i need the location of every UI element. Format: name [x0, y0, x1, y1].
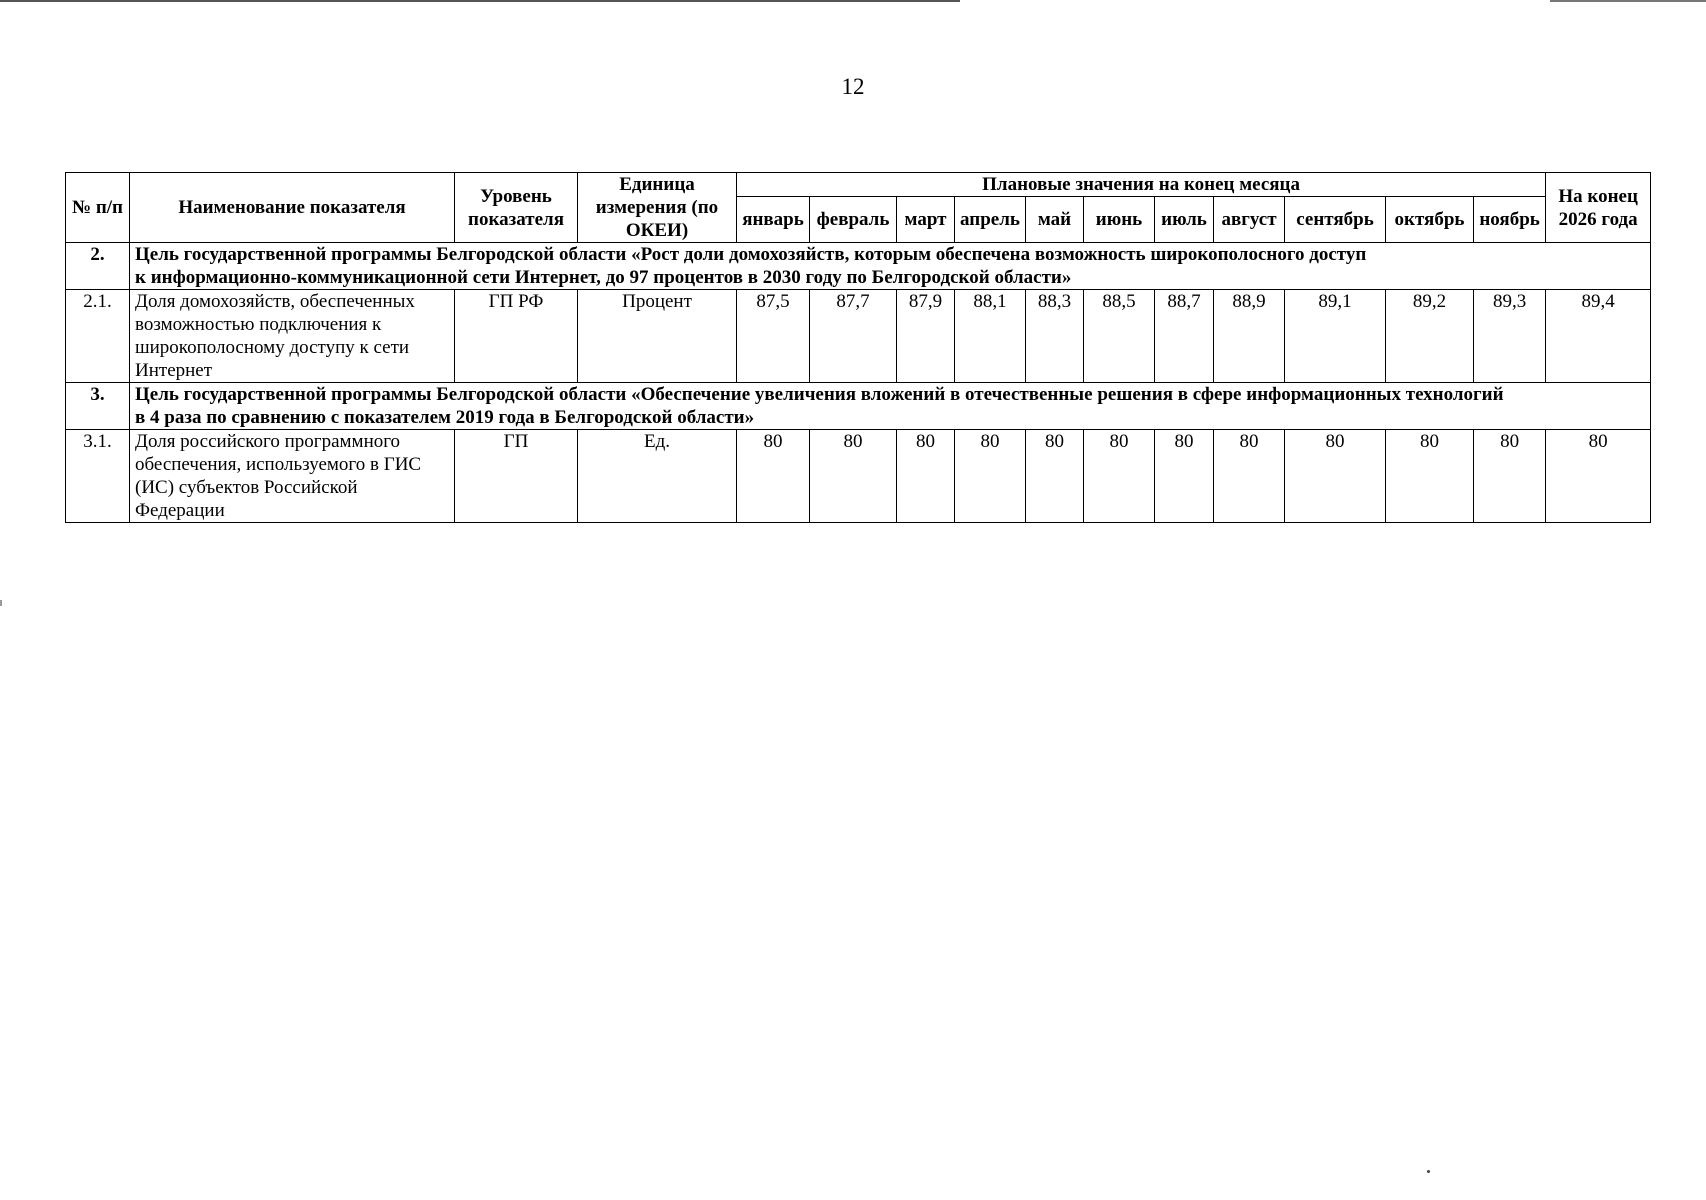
- month-value: 89,1: [1285, 290, 1386, 383]
- table-row: [66, 430, 1651, 523]
- header-num: № п/п: [66, 173, 130, 243]
- indicator-name: Доля домохозяйств, обеспеченных возможностью подключения к широкополосному доступу к сети Интернет: [130, 290, 455, 383]
- month-value: 80: [810, 430, 897, 523]
- goal-text: [130, 383, 1651, 430]
- month-value: 80: [1084, 430, 1155, 523]
- month-value: 80: [1026, 430, 1084, 523]
- header-month: апрель: [955, 197, 1026, 243]
- header-level: Уровень показателя: [455, 173, 578, 243]
- month-value: 80: [1386, 430, 1474, 523]
- indicator-level: ГП: [455, 430, 578, 523]
- month-value: 88,5: [1084, 290, 1155, 383]
- header-month: январь: [737, 197, 810, 243]
- header-month: март: [897, 197, 955, 243]
- scan-speck: [1427, 1170, 1430, 1173]
- goal-text-line: Цель государственной программы Белгородской области «Обеспечение увеличения вложений в отечественные решения в сфере информационных технологий: [135, 384, 1504, 405]
- end-value: 80: [1546, 430, 1651, 523]
- indicator-unit: Процент: [578, 290, 737, 383]
- goal-row: [66, 383, 1651, 430]
- goal-text-line: Цель государственной программы Белгородской области «Рост доли домохозяйств, которым обеспечена возможность широкополосного доступ: [135, 244, 1367, 265]
- month-value: 88,7: [1155, 290, 1214, 383]
- goal-row: [66, 243, 1651, 290]
- scan-edge-line: [1550, 0, 1706, 2]
- month-value: 87,5: [737, 290, 810, 383]
- header-end: На конец 2026 года: [1546, 173, 1651, 243]
- month-value: 87,7: [810, 290, 897, 383]
- month-value: 88,3: [1026, 290, 1084, 383]
- month-value: 87,9: [897, 290, 955, 383]
- month-value: 80: [955, 430, 1026, 523]
- scan-edge-line: [0, 0, 960, 2]
- row-number: 2.1.: [66, 290, 130, 383]
- month-value: 88,1: [955, 290, 1026, 383]
- month-value: 80: [1214, 430, 1285, 523]
- month-value: 80: [1474, 430, 1546, 523]
- goal-number: 3.: [66, 383, 130, 430]
- header-month: май: [1026, 197, 1084, 243]
- header-plan-group: Плановые значения на конец месяца: [737, 173, 1546, 197]
- month-value: 80: [737, 430, 810, 523]
- page-number: 12: [841, 74, 865, 99]
- month-value: 89,3: [1474, 290, 1546, 383]
- header-month: июль: [1155, 197, 1214, 243]
- indicator-name: Доля российского программного обеспечения, используемого в ГИС (ИС) субъектов Российской Федерации: [130, 430, 455, 523]
- indicator-unit: Ед.: [578, 430, 737, 523]
- goal-text-line: в 4 раза по сравнению с показателем 2019 года в Белгородской области»: [135, 407, 755, 428]
- indicator-level: ГП РФ: [455, 290, 578, 383]
- header-month: октябрь: [1386, 197, 1474, 243]
- scan-speck: [0, 600, 2, 606]
- header-unit: Единица измерения (по ОКЕИ): [578, 173, 737, 243]
- indicators-table: [65, 172, 1651, 523]
- month-value: 80: [1285, 430, 1386, 523]
- month-value: 80: [1155, 430, 1214, 523]
- row-number: 3.1.: [66, 430, 130, 523]
- header-month: ноябрь: [1474, 197, 1546, 243]
- month-value: 89,2: [1386, 290, 1474, 383]
- table-row: [66, 290, 1651, 383]
- header-month: июнь: [1084, 197, 1155, 243]
- header-month: август: [1214, 197, 1285, 243]
- header-month: сентябрь: [1285, 197, 1386, 243]
- end-value: 89,4: [1546, 290, 1651, 383]
- header-month: февраль: [810, 197, 897, 243]
- goal-text: [130, 243, 1651, 290]
- header-name: Наименование показателя: [130, 173, 455, 243]
- month-value: 80: [897, 430, 955, 523]
- goal-number: 2.: [66, 243, 130, 290]
- goal-text-line: к информационно-коммуникационной сети Интернет, до 97 процентов в 2030 году по Белгородской области»: [135, 267, 1072, 288]
- month-value: 88,9: [1214, 290, 1285, 383]
